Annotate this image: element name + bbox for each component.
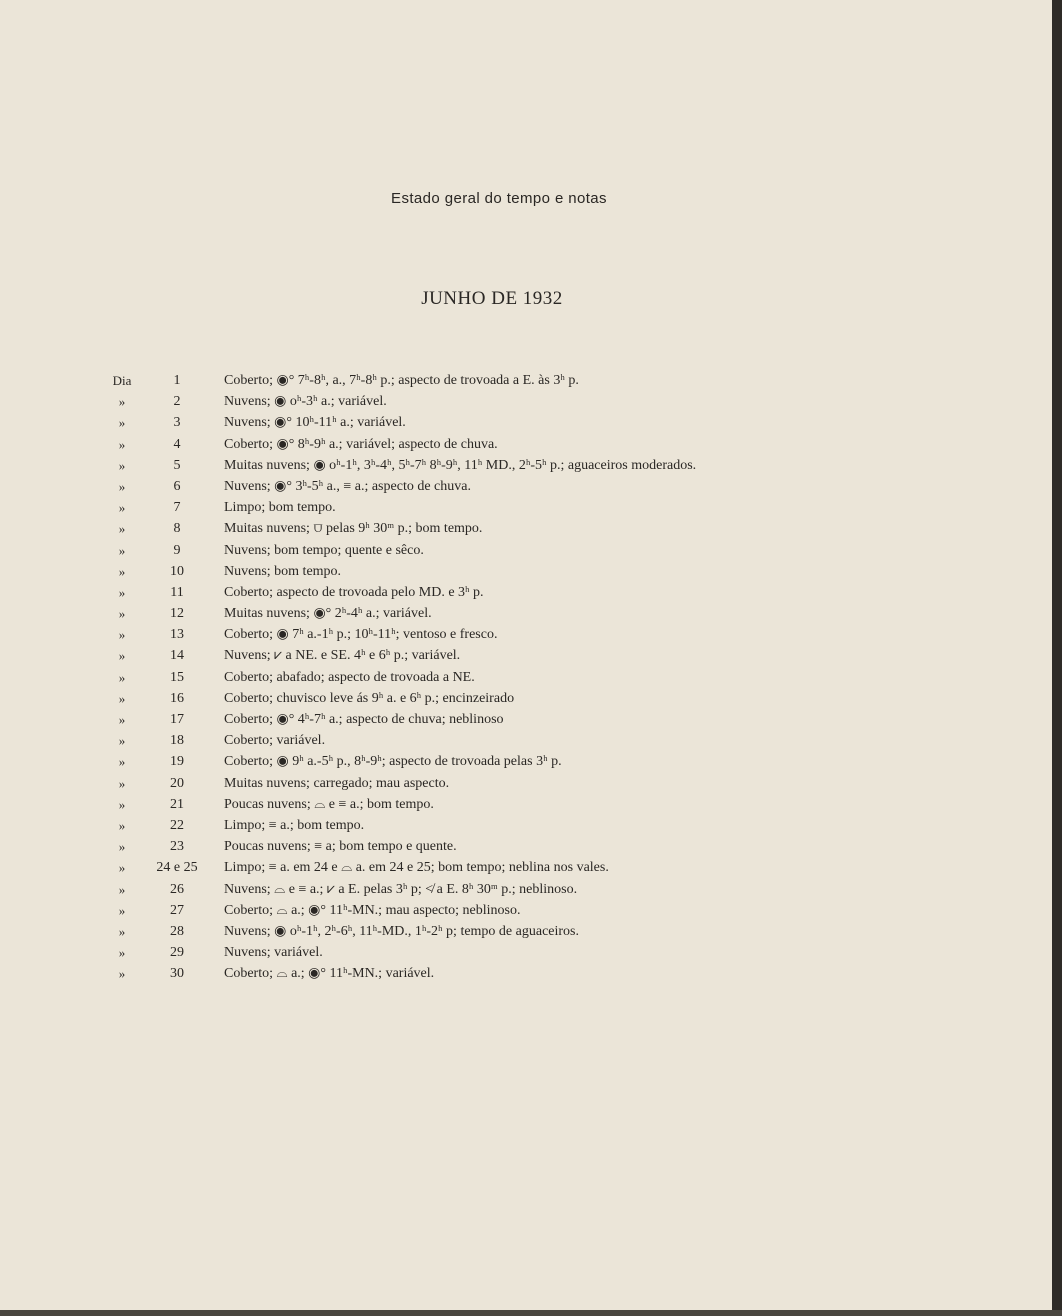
row-label: »: [118, 669, 126, 685]
day-number: 20: [170, 775, 184, 791]
table-row: [100, 836, 980, 857]
day-number: 3: [173, 415, 181, 431]
row-label: »: [118, 881, 126, 897]
day-number: 28: [170, 923, 184, 939]
weather-note: Coberto; ◉ 7ʰ a.-1ʰ p.; 10ʰ-11ʰ; ventoso e fresco.: [224, 627, 498, 643]
table-row: [100, 412, 980, 433]
table-row: [100, 794, 980, 815]
day-number: 17: [170, 712, 184, 727]
table-row: [100, 751, 980, 772]
row-label: »: [118, 945, 126, 961]
day-number: 30: [170, 966, 184, 982]
day-number: 15: [170, 669, 184, 685]
table-row: [100, 942, 980, 963]
day-number: 9: [173, 542, 181, 558]
table-row: [100, 773, 980, 794]
table-row: [100, 582, 980, 603]
weather-note: Nuvens; ⌓ e ≡ a.; ⩗ a E. pelas 3ʰ p; ≮ a E. 8ʰ 30ᵐ p.; neblinoso.: [224, 881, 578, 897]
table-row: [100, 730, 980, 751]
table-row: [100, 645, 980, 666]
row-label: »: [118, 436, 126, 452]
day-number: 12: [170, 606, 184, 622]
row-label: »: [118, 733, 126, 749]
day-number: 5: [173, 457, 181, 473]
weather-note: Coberto; ◉ 9ʰ a.-5ʰ p., 8ʰ-9ʰ; aspecto de trovoada pelas 3ʰ p.: [224, 754, 562, 770]
row-label: »: [118, 690, 126, 706]
weather-notes-list: [100, 370, 980, 984]
weather-note: Coberto; ◉° 7ʰ-8ʰ, a., 7ʰ-8ʰ p.; aspecto de trovoada a E. às 3ʰ p.: [224, 373, 579, 388]
weather-note: Nuvens; bom tempo; quente e sêco.: [224, 542, 424, 558]
day-number: 26: [170, 881, 184, 897]
day-number: 29: [170, 945, 184, 961]
day-number: 13: [170, 627, 184, 643]
table-row: [100, 624, 980, 645]
weather-note: Coberto; abafado; aspecto de trovoada a NE.: [224, 669, 475, 685]
table-row: [100, 879, 980, 900]
row-label: »: [118, 923, 126, 939]
weather-note: Limpo; ≡ a. em 24 e ⌓ a. em 24 e 25; bom tempo; neblina nos vales.: [224, 860, 609, 876]
row-label: »: [118, 394, 126, 410]
page-edge-right: [1052, 0, 1062, 1316]
row-label: »: [118, 754, 126, 770]
row-label: »: [118, 415, 126, 431]
table-row: [100, 561, 980, 582]
row-label: »: [118, 457, 126, 473]
row-label: »: [118, 796, 126, 812]
table-row: [100, 709, 980, 730]
table-row: [100, 476, 980, 497]
weather-note: Muitas nuvens; ⩌ pelas 9ʰ 30ᵐ p.; bom tempo.: [224, 521, 483, 537]
weather-note: Muitas nuvens; ◉° 2ʰ-4ʰ a.; variável.: [224, 606, 432, 622]
row-label: »: [118, 902, 126, 918]
weather-note: Coberto; ⌓ a.; ◉° 11ʰ-MN.; mau aspecto; neblinoso.: [224, 902, 521, 918]
weather-note: Nuvens; ◉ oʰ-3ʰ a.; variável.: [224, 394, 387, 410]
table-row: [100, 688, 980, 709]
weather-note: Nuvens; variável.: [224, 945, 323, 961]
table-row: [100, 857, 980, 878]
weather-note: Nuvens; ⩗ a NE. e SE. 4ʰ e 6ʰ p.; variável.: [224, 648, 461, 664]
page-heading: Estado geral do tempo e notas: [391, 190, 607, 207]
weather-note: Poucas nuvens; ≡ a; bom tempo e quente.: [224, 839, 457, 855]
day-number: 8: [173, 521, 181, 537]
row-label: Dia: [112, 373, 132, 388]
row-label: »: [118, 563, 126, 579]
row-label: »: [118, 712, 126, 727]
day-number: 19: [170, 754, 184, 770]
day-number: 24 e 25: [156, 860, 198, 876]
table-row: [100, 603, 980, 624]
row-label: »: [118, 966, 126, 982]
weather-note: Muitas nuvens; carregado; mau aspecto.: [224, 775, 450, 791]
table-row: [100, 540, 980, 561]
page-edge-bottom: [0, 1310, 1062, 1316]
row-label: »: [118, 860, 126, 876]
day-number: 27: [170, 902, 184, 918]
table-row: [100, 518, 980, 539]
table-row: [100, 497, 980, 518]
weather-note: Limpo; bom tempo.: [224, 500, 336, 516]
month-title: JUNHO DE 1932: [421, 288, 563, 309]
weather-note: Nuvens; ◉ oʰ-1ʰ, 2ʰ-6ʰ, 11ʰ-MD., 1ʰ-2ʰ p; tempo de aguaceiros.: [224, 923, 580, 939]
table-row: [100, 900, 980, 921]
weather-note: Muitas nuvens; ◉ oʰ-1ʰ, 3ʰ-4ʰ, 5ʰ-7ʰ 8ʰ-9ʰ, 11ʰ MD., 2ʰ-5ʰ p.; aguaceiros moderados.: [224, 457, 697, 473]
table-row: [100, 434, 980, 455]
table-row: [100, 370, 980, 391]
table-row: [100, 963, 980, 984]
row-label: »: [118, 606, 126, 622]
table-row: [100, 391, 980, 412]
day-number: 22: [170, 817, 184, 833]
weather-note: Coberto; aspecto de trovoada pelo MD. e 3ʰ p.: [224, 584, 484, 600]
row-label: »: [118, 648, 126, 664]
table-row: [100, 455, 980, 476]
day-number: 4: [173, 436, 181, 452]
weather-note: Coberto; ⌓ a.; ◉° 11ʰ-MN.; variável.: [224, 966, 435, 982]
weather-note: Coberto; ◉° 4ʰ-7ʰ a.; aspecto de chuva; neblinoso: [224, 712, 504, 727]
row-label: »: [118, 478, 126, 494]
row-label: »: [118, 542, 126, 558]
day-number: 23: [170, 839, 184, 855]
day-number: 16: [170, 690, 184, 706]
weather-note: Nuvens; ◉° 10ʰ-11ʰ a.; variável.: [224, 415, 406, 431]
row-label: »: [118, 839, 126, 855]
day-number: 21: [170, 796, 184, 812]
day-number: 6: [173, 478, 181, 494]
row-label: »: [118, 817, 126, 833]
row-label: »: [118, 500, 126, 516]
day-number: 18: [170, 733, 184, 749]
weather-note: Coberto; chuvisco leve ás 9ʰ a. e 6ʰ p.; encinzeirado: [224, 690, 515, 706]
day-number: 7: [173, 500, 181, 516]
day-number: 10: [170, 563, 184, 579]
day-number: 1: [173, 373, 181, 388]
table-row: [100, 815, 980, 836]
day-number: 14: [170, 648, 184, 664]
row-label: »: [118, 627, 126, 643]
weather-note: Coberto; ◉° 8ʰ-9ʰ a.; variável; aspecto de chuva.: [224, 436, 498, 452]
table-row: [100, 921, 980, 942]
day-number: 2: [173, 394, 181, 410]
row-label: »: [118, 584, 126, 600]
weather-note: Poucas nuvens; ⌓ e ≡ a.; bom tempo.: [224, 796, 434, 812]
weather-note: Nuvens; bom tempo.: [224, 563, 342, 579]
day-number: 11: [170, 584, 184, 600]
weather-note: Limpo; ≡ a.; bom tempo.: [224, 817, 365, 833]
row-label: »: [118, 775, 126, 791]
row-label: »: [118, 521, 126, 537]
weather-note: Nuvens; ◉° 3ʰ-5ʰ a., ≡ a.; aspecto de chuva.: [224, 478, 471, 494]
table-row: [100, 667, 980, 688]
weather-note: Coberto; variável.: [224, 733, 326, 749]
